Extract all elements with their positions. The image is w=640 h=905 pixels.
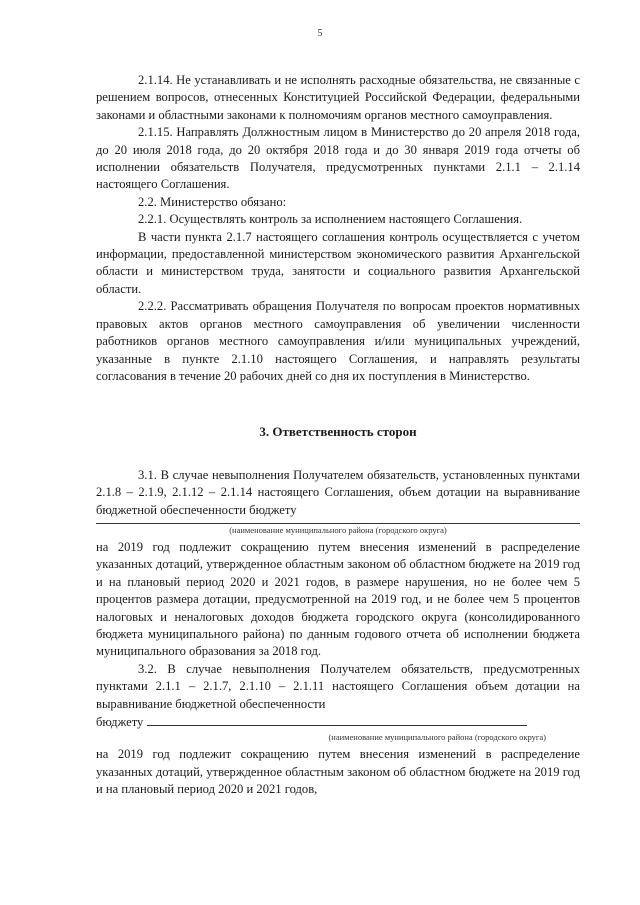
blank-fill-line [147, 713, 527, 726]
budget-word: бюджету [96, 715, 144, 729]
paragraph-3-2-continuation: на 2019 год подлежит сокращению путем внесения изменений в распределение указанных дотаций, утвержденное областным законом об областном бюджете на 2019 год и на плановый период 2020 и 2021 годов, [96, 747, 580, 797]
field-caption: (наименование муниципального района (городского округа) [328, 732, 546, 743]
paragraph-2-2-2: 2.2.2. Рассматривать обращения Получателя по вопросам проектов нормативных правовых актов органов местного самоуправления об увеличении численности работников органов местного самоуправления и/или муниципальных учреждений, указанные в пункте 2.1.10 настоящего Соглашения, и направлять результаты согласования в течение 20 рабочих дней со дня их поступления в Министерство. [96, 299, 580, 383]
page-number: 5 [317, 28, 323, 39]
section-3-heading: 3. Ответственность сторон [259, 424, 417, 440]
budget-blank-row [96, 713, 580, 731]
paragraph-3-1-start: 3.1. В случае невыполнения Получателем обязательств, установленных пунктами 2.1.8 – 2.1.9, 2.1.12 – 2.1.14 настоящего Соглашения, объем дотации на выравнивание бюджетной обеспеченности бюджету [96, 467, 580, 517]
paragraph-2-1-14: 2.1.14. Не устанавливать и не исполнять расходные обязательства, не связанные с решением вопросов, отнесенных Конституцией Российской Федерации, федеральными законами и областными законами к полномочиям органов местного самоуправления. [96, 73, 580, 122]
document-body [96, 72, 580, 799]
paragraph-2-2-1: 2.2.1. Осуществлять контроль за исполнением настоящего Соглашения. [138, 212, 523, 227]
field-caption: (наименование муниципального района (городского округа) [229, 524, 447, 535]
paragraph-2-2: 2.2. Министерство обязано: [138, 194, 287, 209]
blank-fill-line [96, 523, 580, 524]
paragraph-2-2-1-note: В части пункта 2.1.7 настоящего соглашения контроль осуществляется с учетом информации, предоставленной министерством экономического развития Архангельской области и министерством труда, занятости и социального развития Архангельской области. [96, 229, 580, 296]
paragraph-3-1-continuation: на 2019 год подлежит сокращению путем внесения изменений в распределение указанных дотаций, утвержденное областным законом об областном бюджете на 2019 год и на плановый период 2020 и 2021 годов, в размере нарушения, но не более чем 5 процентов размера дотации, предусмотренной на 2019 год, и не более чем 5 процентов налоговых и неналоговых доходов бюджета городского округа (консолидированного бюджета муниципального района) по данным годового отчета об исполнении бюджета муниципального образования за 2018 год. [96, 539, 580, 659]
paragraph-3-2-start: 3.2. В случае невыполнения Получателем обязательств, предусмотренных пунктами 2.1.1 – 2.1.7, 2.1.10 – 2.1.11 настоящего Соглашения объем дотации на выравнивание бюджетной обеспеченности [96, 661, 580, 711]
paragraph-2-1-15: 2.1.15. Направлять Должностным лицом в Министерство до 20 апреля 2018 года, до 20 июля 2018 года, до 20 октября 2018 года и до 30 января 2019 года отчеты об исполнении обязательств Получателя, предусмотренных пунктами 2.1.1 – 2.1.14 настоящего Соглашения. [96, 125, 580, 192]
